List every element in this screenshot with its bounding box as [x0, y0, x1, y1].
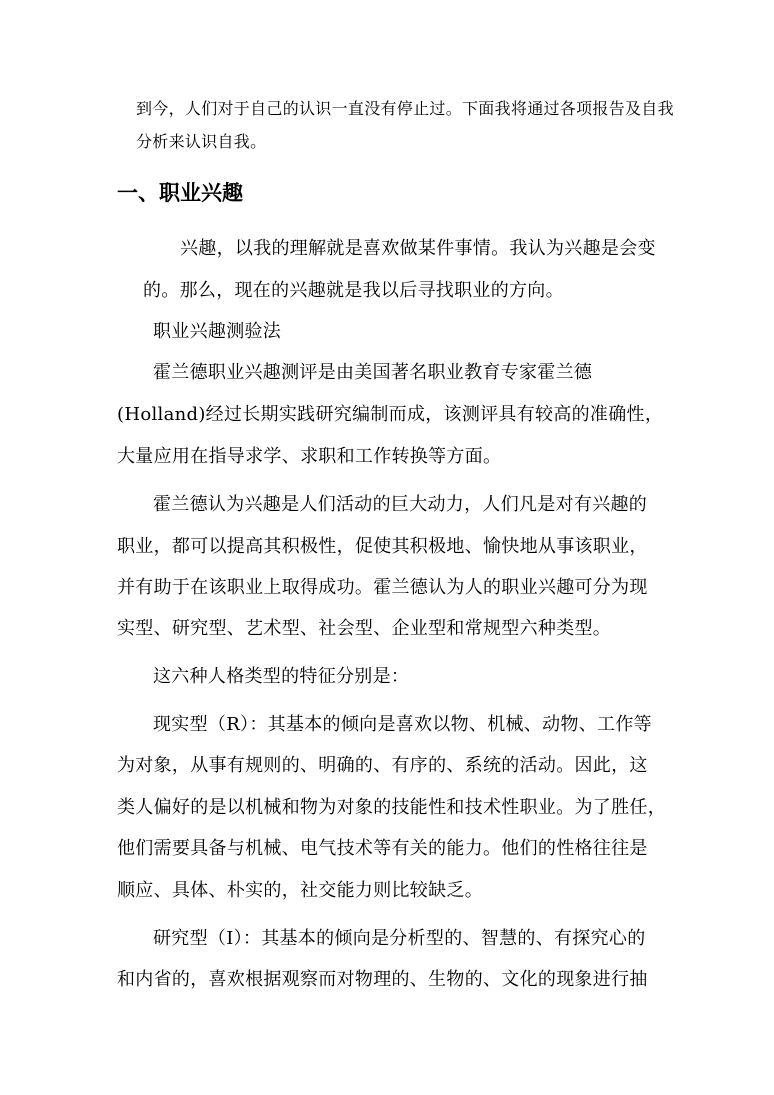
paragraph-6-line-4: 他们需要具备与机械、电气技术等有关的能力。他们的性格往往是	[117, 838, 648, 859]
paragraph-4-line-1: 霍兰德认为兴趣是人们活动的巨大动力，人们凡是对有兴趣的	[153, 494, 648, 515]
paragraph-6-line-1: 现实型（R）：其基本的倾向是喜欢以物、机械、动物、工作等	[153, 714, 652, 735]
paragraph-1-line-1: 兴趣，以我的理解就是喜欢做某件事情。我认为兴趣是会变	[180, 238, 656, 259]
intro-line-2: 分析来认识自我。	[136, 132, 267, 151]
paragraph-7-line-2: 和内省的，喜欢根据观察而对物理的、生物的、文化的现象进行抽	[117, 969, 648, 990]
paragraph-5-line-1: 这六种人格类型的特征分别是：	[153, 666, 410, 687]
section-heading: 一、职业兴趣	[117, 181, 243, 205]
intro-line-1: 到今，人们对于自己的认识一直没有停止过。下面我将通过各项报告及自我	[136, 99, 674, 118]
paragraph-2-line-1: 职业兴趣测验法	[153, 321, 282, 342]
paragraph-7-line-1: 研究型（I）：其基本的倾向是分析型的、智慧的、有探究心的	[153, 928, 646, 949]
paragraph-4-line-2: 职业，都可以提高其积极性，促使其积极地、愉快地从事该职业，	[117, 536, 648, 557]
paragraph-6-line-3: 类人偏好的是以机械和物为对象的技能性和技术性职业。为了胜任，	[117, 797, 666, 818]
paragraph-4-line-3: 并有助于在该职业上取得成功。霍兰德认为人的职业兴趣可分为现	[117, 577, 648, 598]
paragraph-3-line-3: 大量应用在指导求学、求职和工作转换等方面。	[117, 446, 502, 467]
paragraph-4-line-4: 实型、研究型、艺术型、社会型、企业型和常规型六种类型。	[117, 618, 612, 639]
paragraph-6-line-5: 顺应、具体、朴实的，社交能力则比较缺乏。	[117, 880, 483, 901]
paragraph-3-line-1: 霍兰德职业兴趣测评是由美国著名职业教育专家霍兰德	[153, 362, 593, 383]
paragraph-6-line-2: 为对象，从事有规则的、明确的、有序的、系统的活动。因此，这	[117, 755, 648, 776]
paragraph-1-line-2: 的。那么，现在的兴趣就是我以后寻找职业的方向。	[143, 280, 564, 301]
paragraph-3-line-2: (Holland)经过长期实践研究编制而成，该测评具有较高的准确性，	[117, 404, 664, 425]
